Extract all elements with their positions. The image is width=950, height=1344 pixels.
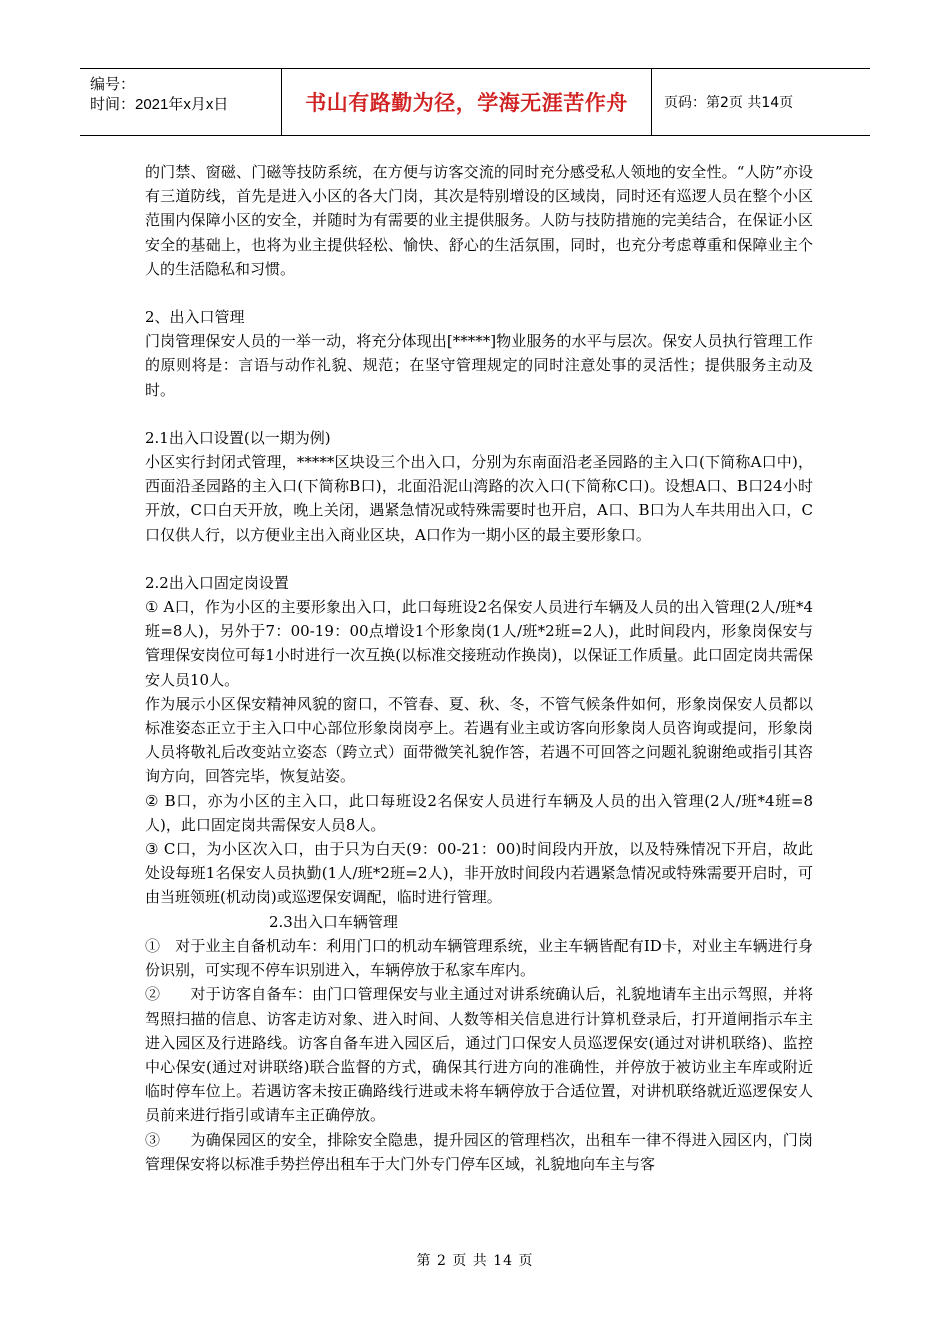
- document-body: [145, 160, 813, 1176]
- page-footer: 第 2 页 共 14 页: [416, 1253, 534, 1269]
- header-meta: [80, 69, 282, 135]
- paragraph: ② 对于访客自备车：由门口管理保安与业主通过对讲系统确认后，礼貌地请车主出示驾照，并将驾照扫描的信息、访客走访对象、进入时间、人数等相关信息进行计算机登录后，打开道闸指示车主进入园区及行进路线。访客自备车进入园区后，通过门口保安人员巡逻保安(通过对讲机联络)、监控中心保安(通过对讲联络)联合监督的方式，确保其行进方向的准确性，并停放于被访业主车库或附近临时停车位上。若遇访客未按正确路线行进或未将车辆停放于合适位置，对讲机联络就近巡逻保安人员前来进行指引或请车主正确停放。: [145, 985, 813, 1125]
- document-time-label: 时间：2021年x月x日: [90, 96, 229, 113]
- header-page-info: [652, 69, 870, 135]
- paragraph: 小区实行封闭式管理，*****区块设三个出入口，分别为东南面沿老圣园路的主入口(下简称A口中)，西面沿圣园路的主入口(下简称B口)，北面沿泥山湾路的次入口(下简称C口)。设想A口、B口24小时开放，C口白天开放，晚上关闭，遇紧急情况或特殊需要时也开启，A口、B口为人车共用出入口，C口仅供人行，以方便业主出入商业区块，A口作为一期小区的最主要形象口。: [145, 453, 813, 544]
- section-heading: 2、出入口管理: [145, 308, 245, 327]
- header-motto-cell: [282, 69, 652, 135]
- section-heading: 2.1出入口设置(以一期为例): [145, 428, 331, 447]
- paragraph: 门岗管理保安人员的一举一动，将充分体现出[*****]物业服务的水平与层次。保安人员执行管理工作的原则将是：言语与动作礼貌、规范；在坚守管理规定的同时注意处事的灵活性；提供服务主动及时。: [145, 332, 813, 399]
- document-number-label: 编号：: [90, 76, 136, 93]
- paragraph: ③ C口，为小区次入口，由于只为白天(9：00-21：00)时间段内开放，以及特殊情况下开启，故此处设每班1名保安人员执勤(1人/班*2班=2人)，非开放时间段内若遇紧急情况或特殊需要开启时，可由当班领班(机动岗)或巡逻保安调配，临时进行管理。: [145, 840, 813, 907]
- header-table: [80, 68, 870, 136]
- paragraph: 的门禁、窗磁、门磁等技防系统，在方便与访客交流的同时充分感受私人领地的安全性。“人防”亦设有三道防线，首先是进入小区的各大门岗，其次是特别增设的区域岗，同时还有巡逻人员在整个小区范围内保障小区的安全，并随时为有需要的业主提供服务。人防与技防措施的完美结合，在保证小区安全的基础上，也将为业主提供轻松、愉快、舒心的生活氛围，同时，也充分考虑尊重和保障业主个人的生活隐私和习惯。: [145, 163, 813, 278]
- paragraph: ② B口，亦为小区的主入口，此口每班设2名保安人员进行车辆及人员的出入管理(2人/班*4班=8人)，此口固定岗共需保安人员8人。: [145, 791, 813, 834]
- paragraph: ① 对于业主自备机动车：利用门口的机动车辆管理系统，业主车辆皆配有ID卡，对业主车辆进行身份识别，可实现不停车识别进入，车辆停放于私家车库内。: [145, 936, 813, 980]
- page-info-text: 页码：第2页 共14页: [664, 95, 794, 111]
- paragraph: ① A口，作为小区的主要形象出入口，此口每班设2名保安人员进行车辆及人员的出入管理(2人/班*4班=8人)，另外于7：00-19：00点增设1个形象岗(1人/班*2班=2人)，此时间段内，形象岗保安与管理保安岗位可每1小时进行一次互换(以标准交接班动作换岗)，以保证工作质量。此口固定岗共需保安人员10人。: [145, 598, 813, 689]
- motto-text: 书山有路勤为径，学海无涯苦作舟: [305, 91, 628, 115]
- paragraph: 作为展示小区保安精神风貌的窗口，不管春、夏、秋、冬，不管气候条件如何，形象岗保安人员都以标准姿态正立于主入口中心部位形象岗岗亭上。若遇有业主或访客向形象岗人员咨询或提问，形象岗人员将敬礼后改变站立姿态（跨立式）面带微笑礼貌作答，若遇不可回答之问题礼貌谢绝或指引其咨询方向，回答完毕，恢复站姿。: [145, 694, 813, 786]
- paragraph: ③ 为确保园区的安全，排除安全隐患，提升园区的管理档次，出租车一律不得进入园区内，门岗管理保安将以标准手势拦停出租车于大门外专门停车区域，礼貌地向车主与客: [145, 1130, 813, 1173]
- section-heading: 2.2出入口固定岗设置: [145, 573, 289, 592]
- section-heading: 2.3出入口车辆管理: [269, 912, 398, 931]
